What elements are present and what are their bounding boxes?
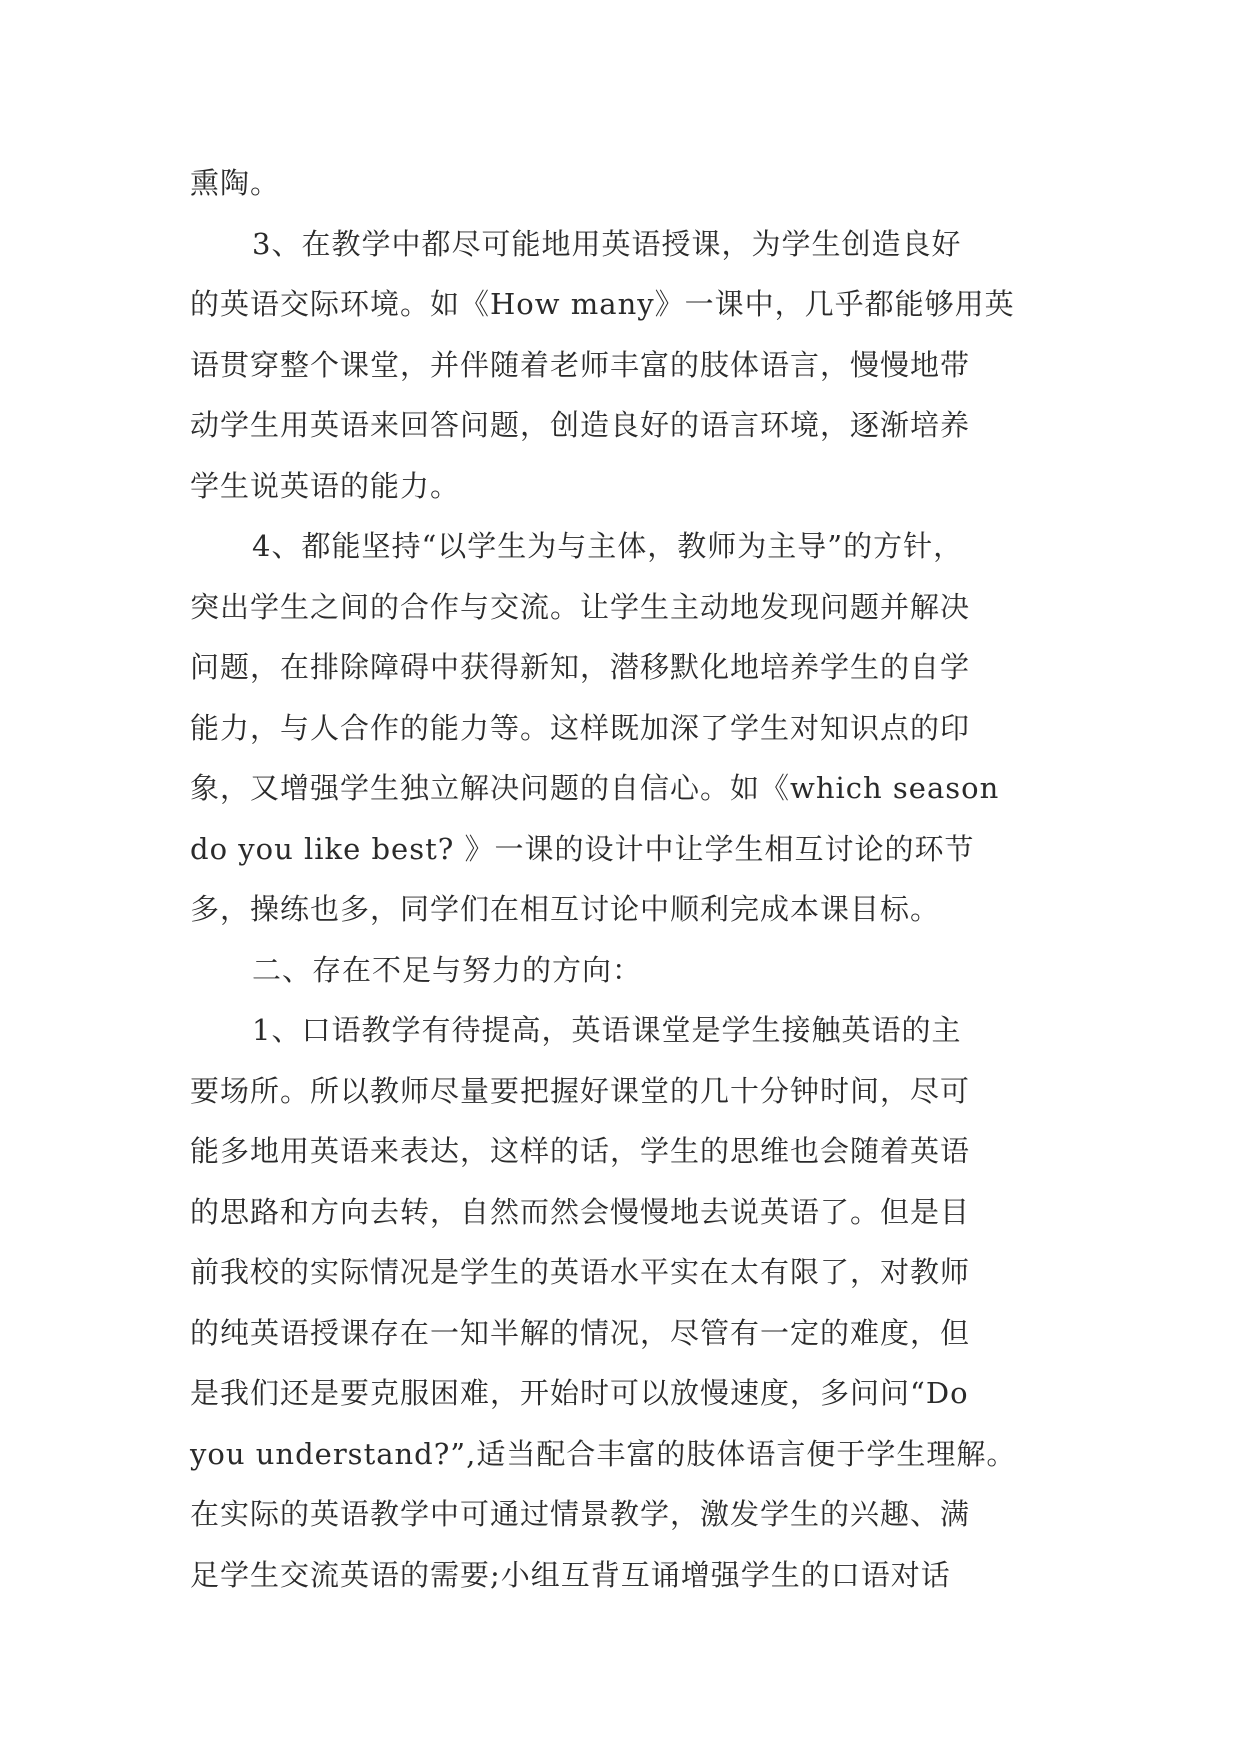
text-line: 象，又增强学生独立解决问题的自信心。如《which season bbox=[190, 771, 1000, 805]
text-line: 4、都能坚持“以学生为与主体，教师为主导”的方针， bbox=[252, 529, 964, 563]
text-line: 多，操练也多，同学们在相互讨论中顺利完成本课目标。 bbox=[190, 892, 941, 926]
text-line: 在实际的英语教学中可通过情景教学，激发学生的兴趣、满 bbox=[190, 1497, 971, 1531]
text-line: 问题，在排除障碍中获得新知，潜移默化地培养学生的自学 bbox=[190, 650, 971, 684]
text-line: 的英语交际环境。如《How many》一课中，几乎都能够用英 bbox=[190, 287, 1015, 321]
text-line: 语贯穿整个课堂，并伴随着老师丰富的肢体语言，慢慢地带 bbox=[190, 347, 971, 382]
text-line: 1、口语教学有待提高，英语课堂是学生接触英语的主 bbox=[252, 1013, 962, 1047]
text-line: 是我们还是要克服困难，开始时可以放慢速度，多问问“Do bbox=[190, 1376, 969, 1410]
text-line: 二、存在不足与努力的方向： bbox=[252, 952, 643, 987]
text-line: 的思路和方向去转，自然而然会慢慢地去说英语了。但是目 bbox=[190, 1194, 971, 1229]
text-line: do you like best? 》一课的设计中让学生相互讨论的环节 bbox=[190, 831, 975, 866]
text-line: 足学生交流英语的需要;小组互背互诵增强学生的口语对话 bbox=[190, 1557, 951, 1592]
text-line: 的纯英语授课存在一知半解的情况，尽管有一定的难度，但 bbox=[190, 1315, 971, 1350]
text-line: 熏陶。 bbox=[190, 166, 281, 200]
text-line: 动学生用英语来回答问题，创造良好的语言环境，逐渐培养 bbox=[190, 408, 971, 442]
text-line: 要场所。所以教师尽量要把握好课堂的几十分钟时间，尽可 bbox=[190, 1073, 971, 1108]
text-line: 3、在教学中都尽可能地用英语授课，为学生创造良好 bbox=[252, 226, 962, 261]
document-body bbox=[190, 153, 1052, 1605]
text-line: 能多地用英语来表达，这样的话，学生的思维也会随着英语 bbox=[190, 1134, 971, 1168]
text-line: 能力，与人合作的能力等。这样既加深了学生对知识点的印 bbox=[190, 710, 971, 745]
text-line: 突出学生之间的合作与交流。让学生主动地发现问题并解决 bbox=[190, 589, 971, 624]
text-line: 前我校的实际情况是学生的英语水平实在太有限了，对教师 bbox=[190, 1255, 971, 1289]
text-line: you understand?”,适当配合丰富的肢体语言便于学生理解。 bbox=[190, 1436, 1017, 1471]
text-line: 学生说英语的能力。 bbox=[190, 468, 461, 503]
